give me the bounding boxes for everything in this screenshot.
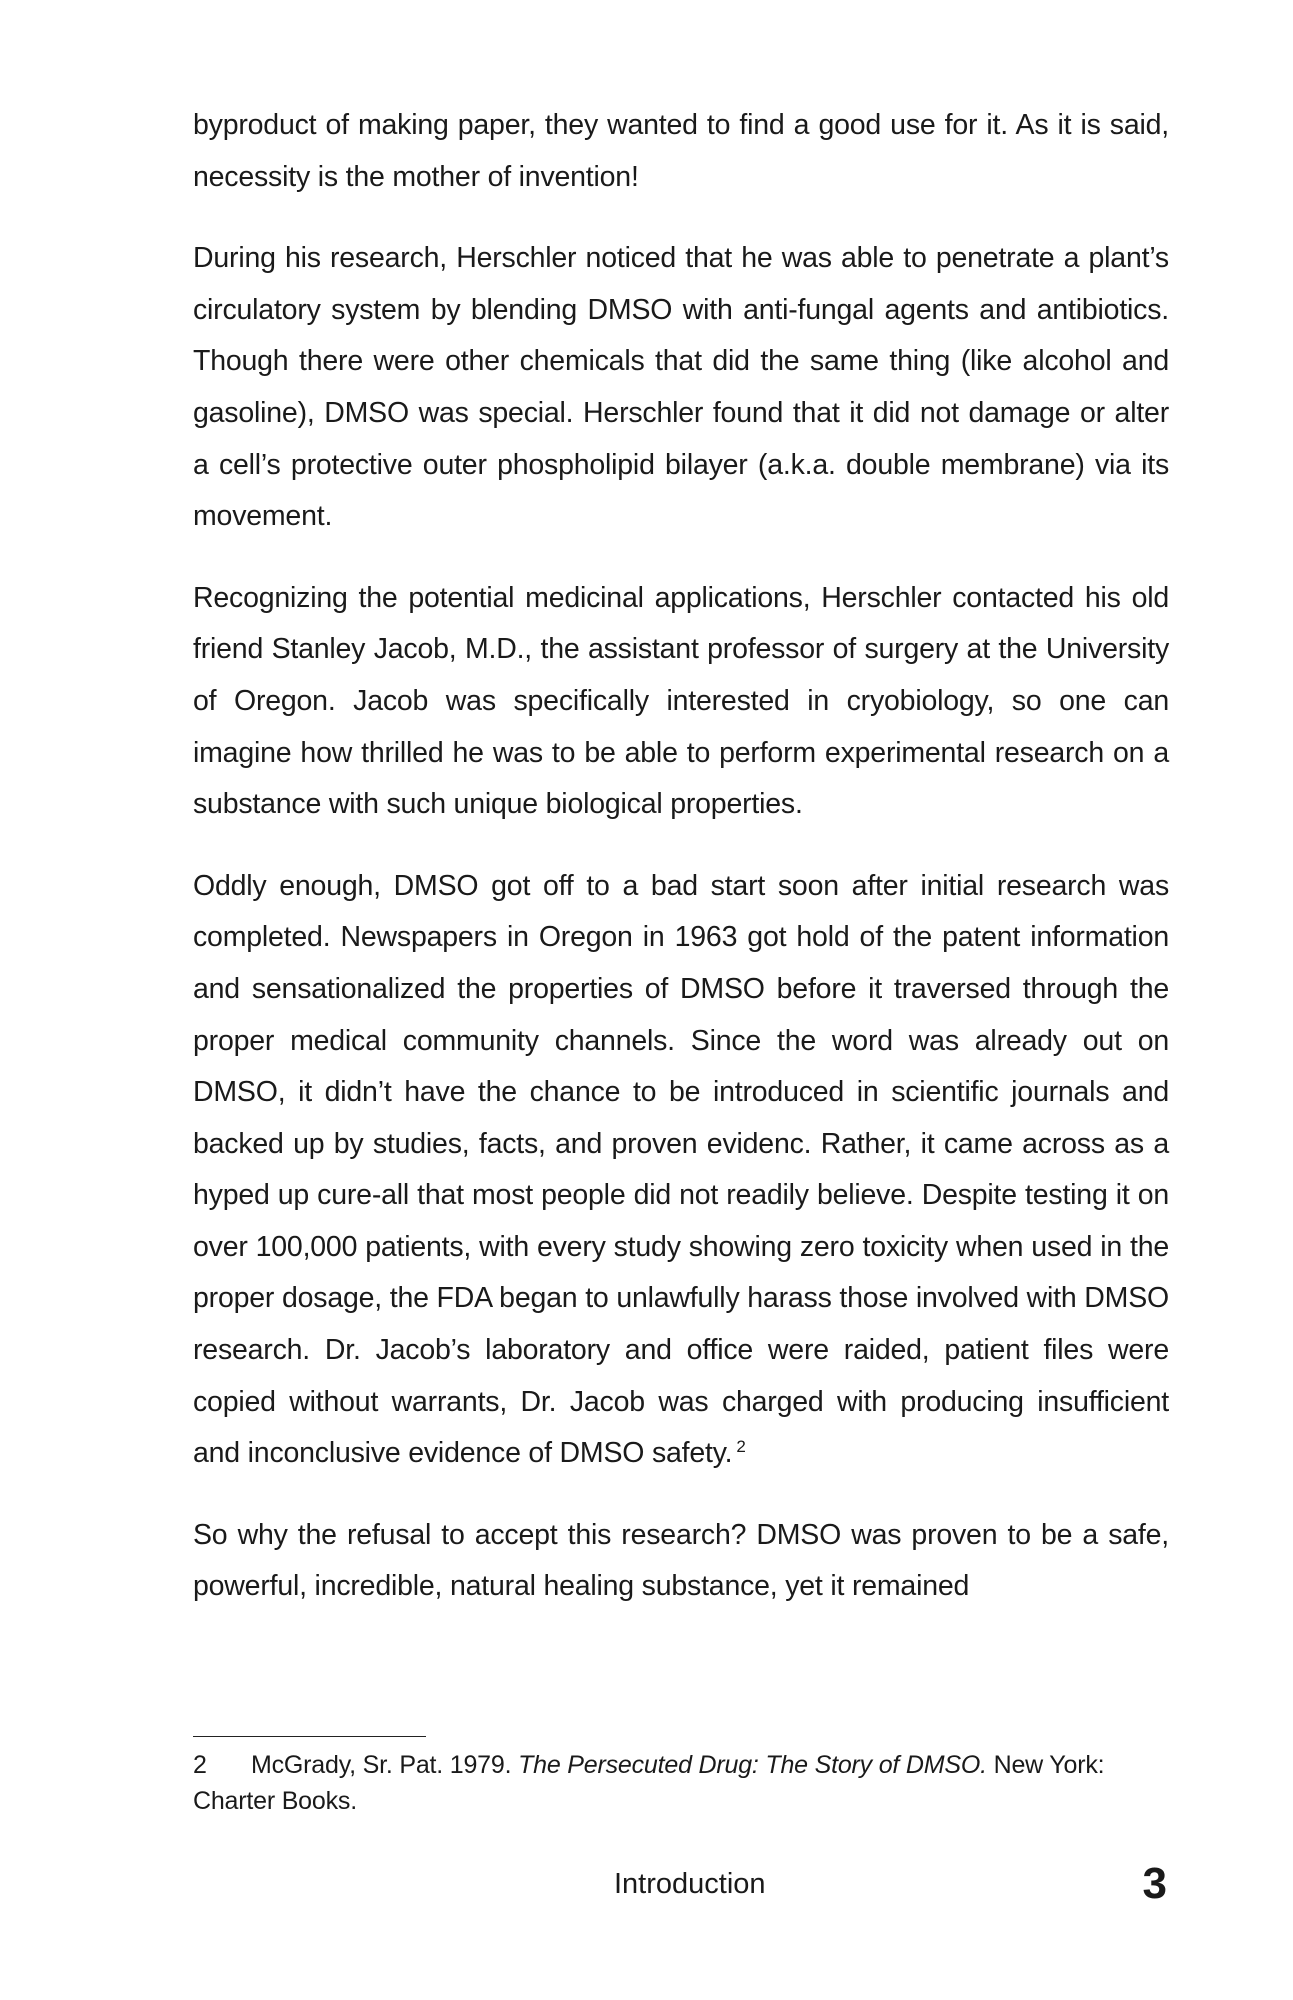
footnote-number: 2 xyxy=(193,1751,207,1779)
body-text xyxy=(193,100,1169,1613)
footnote-citation-author: McGrady, Sr. Pat. 1979. xyxy=(251,1751,519,1779)
footnote xyxy=(193,1747,1169,1819)
footnote-citation-title: The Persecuted Drug: The Story of DMSO. xyxy=(518,1751,987,1779)
paragraph: Recognizing the potential medicinal applications, Herschler contacted his old friend Stanley Jacob, M.D., the assistant professor of surgery at the University of Oregon. Jacob was specifically interested in cryobiology, so one can imagine how thrilled he was to be able to perform experimental research on a substance with such unique biological properties. xyxy=(193,581,1169,821)
paragraph: byproduct of making paper, they wanted to find a good use for it. As it is said, necessity is the mother of invention! xyxy=(193,109,1169,193)
running-footer xyxy=(0,1860,1293,1910)
paragraph-with-footnote-ref xyxy=(193,861,1169,1480)
footnote-citation-publisher: New York: Charter Books. xyxy=(193,1751,1105,1815)
page-number: 3 xyxy=(1142,1859,1167,1908)
paragraph: During his research, Herschler noticed that he was able to penetrate a plant’s circulatory system by blending DMSO with anti-fungal agents and antibiotics. Though there were other chemicals that did the same thing (like alcohol and gasoline), DMSO was special. Herschler found that it did not damage or alter a cell’s protective outer phospholipid bilayer (a.k.a. double membrane) via its movement. xyxy=(193,242,1169,533)
section-title: Introduction xyxy=(614,1868,766,1900)
footnote-reference[interactable]: 2 xyxy=(736,1436,746,1456)
paragraph-text: Oddly enough, DMSO got off to a bad start soon after initial research was completed. Newspapers in Oregon in 1963 got hold of the patent information and sensationalized the properties of DMSO before it traversed through the proper medical community channels. Since the word was already out on DMSO, it didn’t have the chance to be introduced in scientific journals and backed up by studies, facts, and proven evidenc. Rather, it came across as a hyped up cure-all that most people did not readily believe. Despite testing it on over 100,000 patients, with every study showing zero toxicity when used in the proper dosage, the FDA began to unlawfully harass those involved with DMSO research. Dr. Jacob’s laboratory and office were raided, patient files were copied without warrants, Dr. Jacob was charged with producing insufficient and inconclusive evidence of DMSO safety. xyxy=(193,869,1169,1470)
paragraph: So why the refusal to accept this research? DMSO was proven to be a safe, powerful, incredible, natural healing substance, yet it remained xyxy=(193,1518,1169,1603)
footnote-divider xyxy=(193,1736,426,1737)
